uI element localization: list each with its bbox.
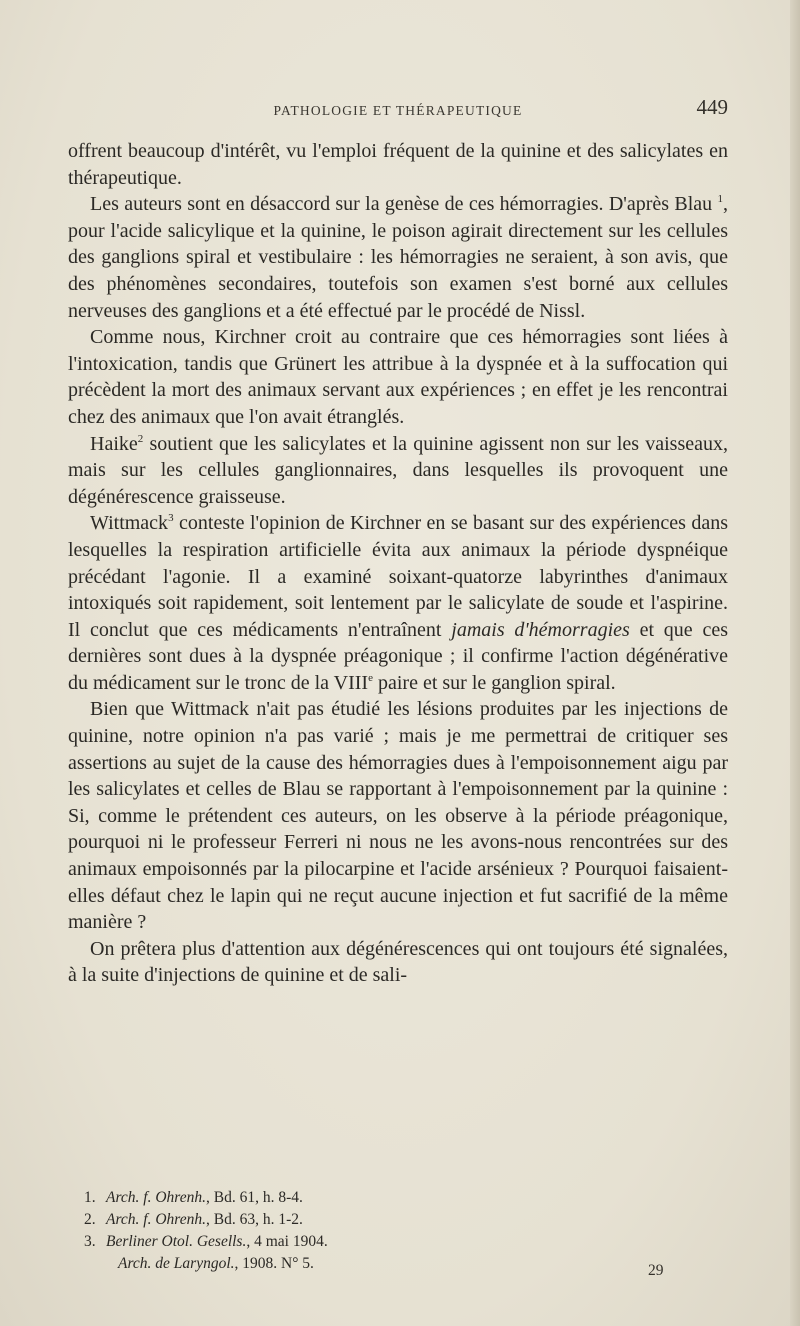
footnote-2-title: Arch. f. Ohrenh. (106, 1211, 207, 1228)
footnote-3-title: Berliner Otol. Gesells. (106, 1233, 247, 1250)
footnote-1-details: , Bd. 61, h. 8-4. (206, 1189, 303, 1206)
paragraph-5-text-c: et que ces dernières sont dues à la dyspnée préagonique ; il confirme l'action dégénérative du médicament sur le tronc de la VIII (68, 618, 728, 694)
footnote-3-details: , 4 mai 1904. (246, 1233, 328, 1250)
paragraph-4-text-b: soutient que les salicylates et la quinine agissent non sur les vaisseaux, mais sur les cellules ganglionnaires, dans lesquelles ils provoquent une dégénérescence graisseuse. (68, 432, 728, 508)
page-edge-shadow (790, 0, 800, 1326)
paragraph-2-text-a: Les auteurs sont en désaccord sur la genèse de ces hémorragies. D'après Blau (90, 193, 718, 216)
paragraph-4 (68, 431, 728, 511)
footnote-3 (84, 1231, 664, 1253)
running-head (68, 95, 728, 125)
paragraph-5 (68, 510, 728, 696)
journal-signature-title: Arch. de Laryngol. (118, 1255, 235, 1272)
paragraph-1-text: offrent beaucoup d'intérêt, vu l'emploi fréquent de la quinine et des salicylates en thérapeutique. (68, 140, 728, 189)
footnote-1-number: 1. (84, 1189, 96, 1206)
paragraph-6-text: Bien que Wittmack n'ait pas étudié les lésions produites par les injections de quinine, notre opinion n'a pas varié ; mais je me permettrai de critiquer ses assertions au sujet de la cause des hémorragies dues à l'empoisonnement aigu par les salicylates et celles de Blau se rapportant à l'empoisonnement par la quinine : Si, comme le prétendent ces auteurs, on les observe à la période préagonique, pourquoi ni le professeur Ferreri ni nous ne les avons-nous rencontrées sur des animaux empoisonnés par la pilocarpine et l'acide arsénieux ? Pourquoi faisaient-elles défaut chez le lapin qui ne reçut aucune injection et fut sacrifié de la même manière ? (68, 698, 728, 934)
journal-signature (84, 1253, 664, 1275)
footnote-1-title: Arch. f. Ohrenh. (106, 1189, 207, 1206)
page-number: 449 (696, 95, 728, 119)
footnote-2-details: , Bd. 63, h. 1-2. (206, 1211, 303, 1228)
paragraph-5-emphasis: jamais d'hémorragies (451, 618, 630, 641)
paragraph-5-text-d: paire et sur le ganglion spiral. (372, 671, 616, 694)
ordinal-superscript: e (368, 671, 373, 684)
paragraph-6 (68, 696, 728, 935)
paragraph-4-text-a: Haike (90, 432, 138, 455)
journal-signature-details: , 1908. N° 5. (234, 1255, 314, 1272)
paragraph-2-text-b: , pour l'acide salicylique et la quinine, le poison agirait directement sur les cellules des ganglions spiral et vestibulaire : les hémorragies ne seraient, à son avis, que des phénomènes secondaires, toutefois son examen s'est borné aux cellules nerveuses des ganglions et a été effectué par le procédé de Nissl. (68, 193, 728, 322)
footnote-ref-1: 1 (717, 193, 723, 206)
footnote-ref-2: 2 (137, 432, 144, 445)
sheet-number: 29 (648, 1262, 664, 1279)
paragraph-3 (68, 324, 728, 430)
footnote-3-number: 3. (84, 1233, 96, 1250)
footnote-ref-3: 3 (168, 512, 174, 525)
paragraph-3-text: Comme nous, Kirchner croit au contraire que ces hémorragies sont liées à l'intoxication, tandis que Grünert les attribue à la dyspnée et à la suffocation qui précèdent la mort des animaux servant aux expériences ; en effet je les rencontrai chez des animaux que l'on avait étranglés. (68, 326, 728, 428)
footnote-2-number: 2. (84, 1211, 96, 1228)
paragraph-5-text-a: Wittmack (90, 512, 169, 535)
footnote-2 (84, 1209, 664, 1231)
footnote-1 (84, 1187, 664, 1209)
paragraph-7 (68, 936, 728, 989)
running-title: PATHOLOGIE ET THÉRAPEUTIQUE (273, 103, 523, 118)
body-text (68, 138, 728, 989)
paragraph-5-text-b: conteste l'opinion de Kirchner en se basant sur des expériences dans lesquelles la respiration artificielle évita aux animaux la période dyspnéique précédant l'agonie. Il a examiné soixant-quatorze labyrinthes d'animaux intoxiqués soit rapidement, soit lentement par le salicylate de soude et l'aspirine. Il conclut que ces médicaments n'entraînent (68, 512, 728, 641)
footnotes (84, 1187, 664, 1275)
paragraph-7-text: On prêtera plus d'attention aux dégénérescences qui ont toujours été signalées, à la suite d'injections de quinine et de sali- (68, 937, 728, 987)
paragraph-1 (68, 138, 728, 191)
paragraph-2 (68, 191, 728, 324)
